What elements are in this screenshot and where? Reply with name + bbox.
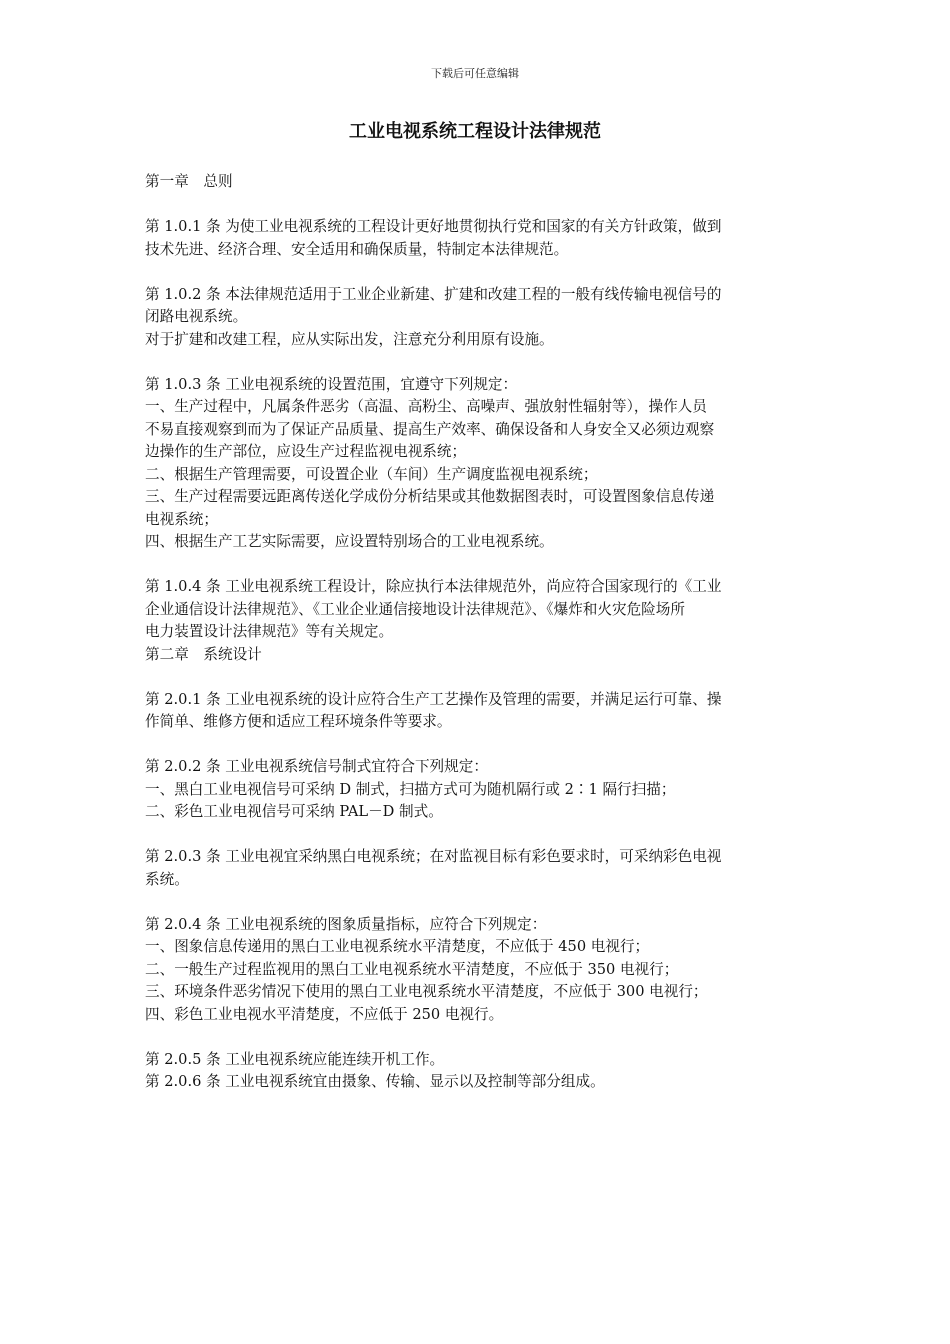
text-line: 边操作的生产部位，应设生产过程监视电视系统； bbox=[145, 443, 467, 460]
text-line: 作简单、维修方便和适应工程环境条件等要求。 bbox=[145, 713, 452, 730]
paragraph-gap bbox=[145, 666, 807, 689]
text-line: 三、环境条件恶劣情况下使用的黑白工业电视系统水平清楚度，不应低于 300 电视行； bbox=[145, 983, 708, 1000]
text-line: 技术先进、经济合理、安全适用和确保质量，特制定本法律规范。 bbox=[145, 240, 569, 258]
text-line: 三、生产过程需要远距离传送化学成份分析结果或其他数据图表时，可设置图象信息传递 bbox=[145, 488, 715, 505]
text-line: 第二章 系统设计 bbox=[145, 645, 262, 663]
text-line: 第 2.0.2 条 工业电视系统信号制式宜符合下列规定： bbox=[145, 758, 488, 775]
text-line: 二、一般生产过程监视用的黑白工业电视系统水平清楚度，不应低于 350 电视行； bbox=[145, 960, 679, 978]
text-line: 第 2.0.3 条 工业电视宜采纳黑白电视系统；在对监视目标有彩色要求时，可采纳彩色电视 bbox=[145, 848, 722, 865]
text-line: 一、黑白工业电视信号可采纳 D 制式，扫描方式可为随机隔行或 2∶1 隔行扫描； bbox=[145, 780, 676, 798]
paragraph-gap bbox=[145, 734, 807, 757]
text-line: 企业通信设计法律规范》、《工业企业通信接地设计法律规范》、《爆炸和火灾危险场所 bbox=[145, 600, 685, 618]
text-line: 第 2.0.1 条 工业电视系统的设计应符合生产工艺操作及管理的需要，并满足运行可靠、操 bbox=[145, 690, 722, 708]
text-line: 电力装置设计法律规范》等有关规定。 bbox=[145, 623, 394, 640]
text-line: 二、彩色工业电视信号可采纳 PAL－D 制式。 bbox=[145, 803, 443, 820]
paragraph-gap bbox=[145, 891, 807, 914]
text-line: 第 1.0.3 条 工业电视系统的设置范围，宜遵守下列规定： bbox=[145, 375, 518, 393]
document-title: 工业电视系统工程设计法律规范 bbox=[349, 121, 601, 142]
text-line: 一、图象信息传递用的黑白工业电视系统水平清楚度，不应低于 450 电视行； bbox=[145, 938, 650, 955]
text-line: 二、根据生产管理需要，可设置企业（车间）生产调度监视电视系统； bbox=[145, 465, 598, 483]
text-line: 第 1.0.2 条 本法律规范适用于工业企业新建、扩建和改建工程的一般有线传输电视信号的 bbox=[145, 285, 722, 303]
text-line: 电视系统； bbox=[145, 510, 218, 528]
text-line: 闭路电视系统。 bbox=[145, 308, 248, 325]
paragraph-gap bbox=[145, 194, 807, 217]
text-line: 不易直接观察到而为了保证产品质量、提高生产效率、确保设备和人身安全又必须边观察 bbox=[145, 420, 715, 438]
paragraph-gap bbox=[145, 554, 807, 577]
paragraph-gap bbox=[145, 261, 807, 284]
paragraph-gap bbox=[145, 1026, 807, 1049]
paragraph-gap bbox=[145, 824, 807, 847]
text-line: 第一章 总则 bbox=[145, 173, 233, 190]
text-line: 四、彩色工业电视水平清楚度，不应低于 250 电视行。 bbox=[145, 1005, 504, 1023]
text-line: 一、生产过程中，凡属条件恶劣（高温、高粉尘、高噪声、强放射性辐射等），操作人员 bbox=[145, 398, 707, 415]
text-line: 系统。 bbox=[145, 870, 189, 888]
text-line: 第 2.0.5 条 工业电视系统应能连续开机工作。 bbox=[145, 1050, 445, 1068]
document-body bbox=[145, 171, 807, 1094]
text-line: 第 2.0.4 条 工业电视系统的图象质量指标，应符合下列规定： bbox=[145, 915, 547, 933]
text-line: 对于扩建和改建工程，应从实际出发，注意充分利用原有设施。 bbox=[145, 330, 554, 348]
text-line: 第 1.0.4 条 工业电视系统工程设计，除应执行本法律规范外，尚应符合国家现行的《工业 bbox=[145, 578, 722, 595]
text-line: 第 2.0.6 条 工业电视系统宜由摄象、传输、显示以及控制等部分组成。 bbox=[145, 1073, 605, 1090]
header-note: 下载后可任意编辑 bbox=[431, 67, 519, 80]
text-line: 第 1.0.1 条 为使工业电视系统的工程设计更好地贯彻执行党和国家的有关方针政策，做到 bbox=[145, 218, 722, 235]
paragraph-gap bbox=[145, 351, 807, 374]
text-line: 四、根据生产工艺实际需要，应设置特别场合的工业电视系统。 bbox=[145, 533, 554, 550]
